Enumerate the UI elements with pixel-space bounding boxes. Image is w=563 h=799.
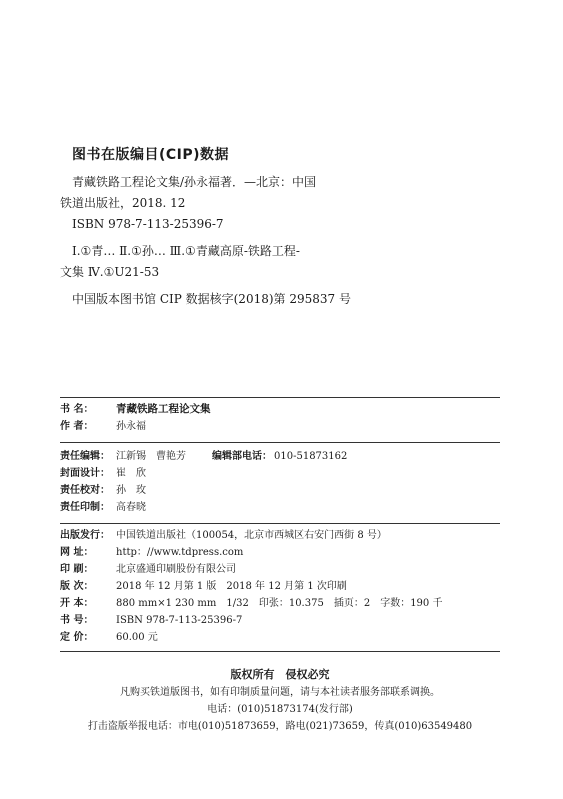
proofreader: 孙 玫: [116, 485, 146, 496]
format: 880 mm×1 230 mm 1/32 印张：10.375 插页：2 字数：190 千: [116, 598, 443, 609]
divider: [60, 651, 500, 652]
website-row: [60, 544, 500, 561]
piracy-hotline: 打击盗版举报电话：市电(010)51873659，路电(021)73659，传真(010)63549480: [87, 721, 473, 732]
quality-notice: 凡购买铁道版图书，如有印制质量问题，请与本社读者服务部联系调换。: [120, 687, 440, 698]
isbn-label: 书 号：: [60, 615, 94, 626]
cover-designer: 崔 欣: [116, 468, 146, 479]
editor-label: 责任编辑：: [60, 451, 110, 462]
title-label: 书 名：: [60, 404, 94, 415]
format-label: 开 本：: [60, 598, 94, 609]
printer-label: 印 刷：: [60, 564, 94, 575]
title-row: [60, 401, 500, 418]
copyright-footer: [60, 666, 500, 735]
author-name: 孙永福: [116, 421, 146, 432]
printer-row: [60, 561, 500, 578]
edition-row: [60, 578, 500, 595]
cip-line: 铁道出版社，2018. 12: [60, 196, 186, 210]
cip-line: 青藏铁路工程论文集/孙永福著．—北京：中国: [72, 175, 317, 189]
print-row: [60, 499, 500, 516]
print-label: 责任印制：: [60, 502, 110, 513]
website: http：//www.tdpress.com: [116, 547, 244, 558]
editor-names: 江新锡 曹艳芳: [116, 451, 186, 462]
cip-line: Ⅰ.①青… Ⅱ.①孙… Ⅲ.①青藏高原-铁路工程-: [72, 244, 300, 258]
cip-heading: 图书在版编目(CIP)数据: [72, 147, 230, 163]
publisher-label: 出版发行：: [60, 530, 110, 541]
author-label: 作 者：: [60, 421, 94, 432]
sales-phone: 电话：(010)51873174(发行部): [207, 704, 353, 715]
publication-info: [60, 527, 500, 646]
proof-label: 责任校对：: [60, 485, 110, 496]
price: 60.00 元: [116, 632, 158, 643]
cover-label: 封面设计：: [60, 468, 110, 479]
divider: [60, 523, 500, 524]
dept-phone: 010-51873162: [274, 451, 348, 462]
cip-record: [60, 172, 500, 310]
publisher-row: [60, 527, 500, 544]
editor-row: [60, 448, 500, 465]
print-supervisor: 高春晓: [116, 502, 146, 513]
cip-line: ISBN 978-7-113-25396-7: [72, 217, 224, 231]
dept-phone-label: 编辑部电话：: [212, 451, 272, 462]
cip-line: 文集 Ⅳ.①U21-53: [60, 265, 160, 279]
website-label: 网 址：: [60, 547, 94, 558]
price-row: [60, 629, 500, 646]
book-title: 青藏铁路工程论文集: [116, 403, 211, 415]
format-row: [60, 595, 500, 612]
price-label: 定 价：: [60, 632, 94, 643]
copyright-title: 版权所有 侵权必究: [230, 668, 330, 681]
divider: [60, 442, 500, 443]
edition-label: 版 次：: [60, 581, 94, 592]
divider: [60, 397, 500, 398]
publisher: 中国铁道出版社（100054，北京市西城区右安门西街 8 号）: [116, 530, 387, 541]
printer: 北京盛通印刷股份有限公司: [116, 564, 236, 575]
author-row: [60, 418, 500, 435]
book-info: [60, 401, 500, 435]
edition: 2018 年 12 月第 1 版 2018 年 12 月第 1 次印刷: [116, 581, 347, 592]
proof-row: [60, 482, 500, 499]
isbn: ISBN 978-7-113-25396-7: [116, 615, 243, 626]
cover-row: [60, 465, 500, 482]
cip-line: 中国版本图书馆 CIP 数据核字(2018)第 295837 号: [72, 292, 351, 306]
isbn-row: [60, 612, 500, 629]
editorial-info: [60, 448, 500, 516]
